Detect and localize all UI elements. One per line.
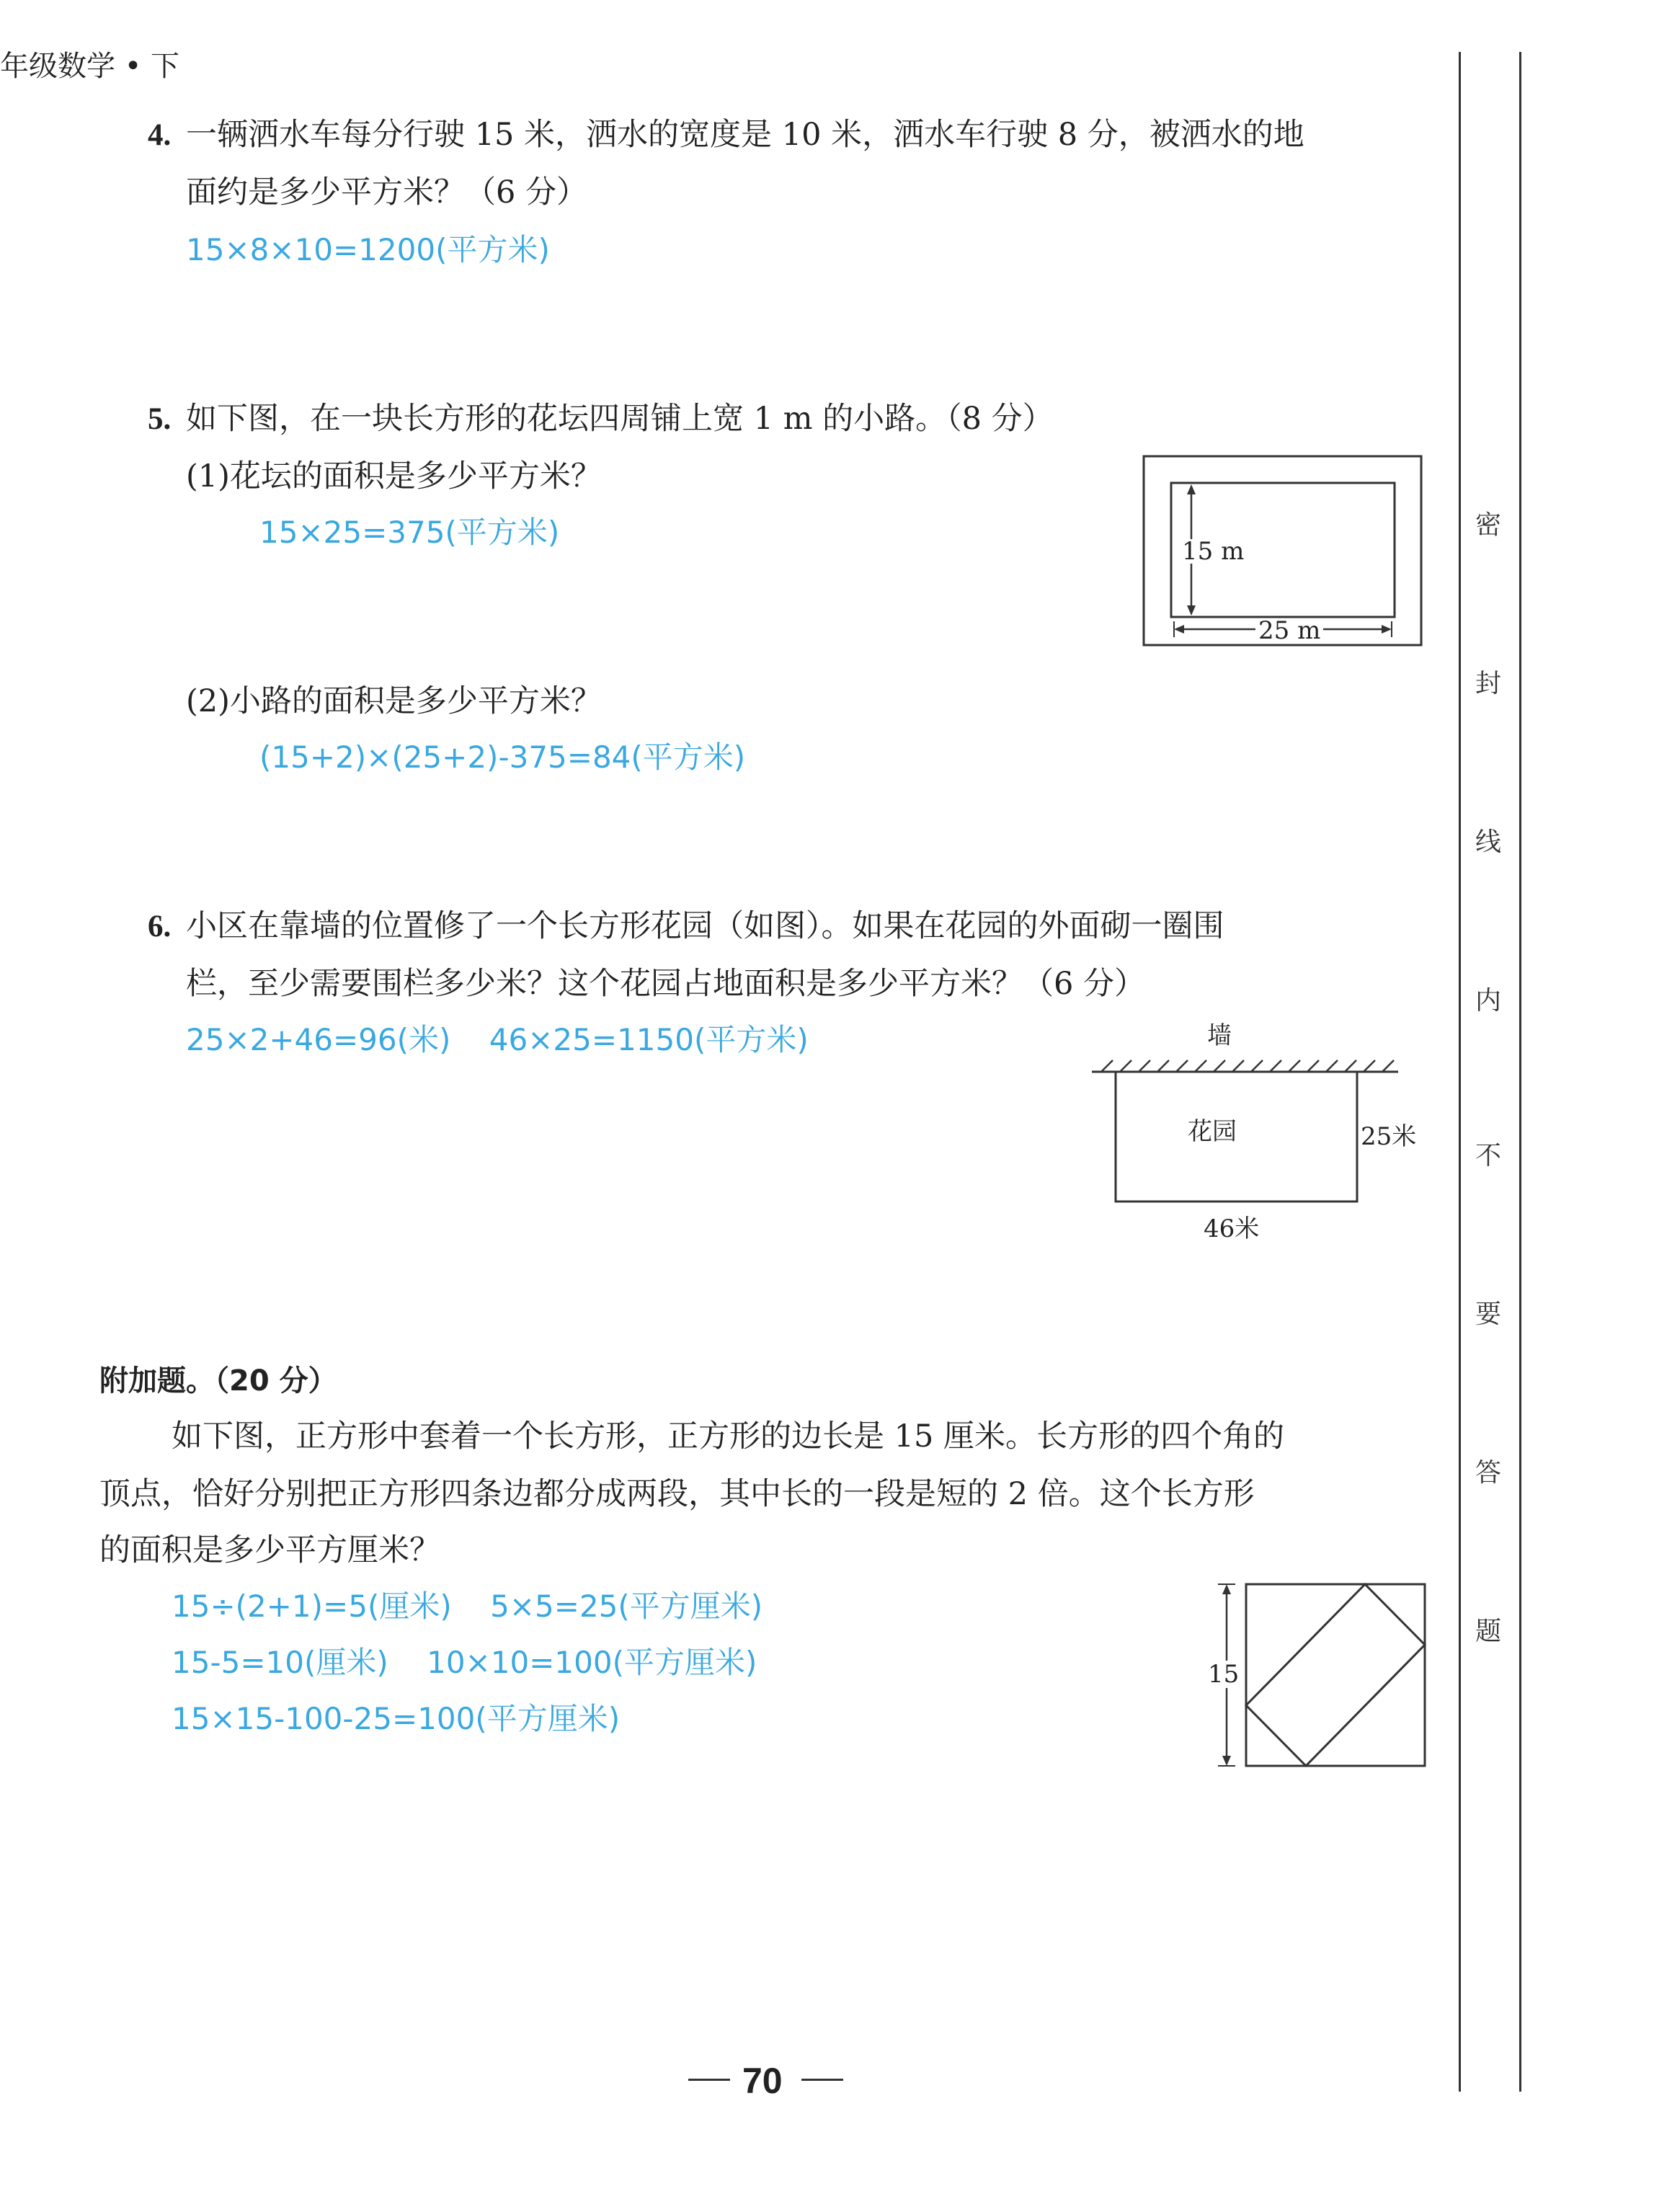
q4-answer: 15×8×10=1200(平方米) (186, 232, 550, 267)
bonus-answer2: 15-5=10(厘米) 10×10=100(平方厘米) (172, 1645, 757, 1680)
bonus-heading: 附加题。（20 分） (99, 1364, 337, 1398)
garden-figure (1088, 1049, 1405, 1211)
bonus-text-line2: 顶点，恰好分别把正方形四条边都分成两段，其中长的一段是短的 2 倍。这个长方形 (99, 1476, 1255, 1512)
flowerbed-width-label: 25 m (1255, 618, 1323, 643)
q6-answer: 25×2+46=96(米) 46×25=1150(平方米) (186, 1022, 809, 1057)
bonus-answer1: 15÷(2+1)=5(厘米) 5×5=25(平方厘米) (172, 1589, 763, 1624)
binding-line-right (1519, 52, 1521, 2092)
footer-dash-left (688, 2079, 730, 2081)
q6-text-line1: 小区在靠墙的位置修了一个长方形花园（如图）。如果在花园的外面砌一圈围 (186, 908, 1224, 944)
bonus-answer3: 15×15-100-25=100(平方厘米) (172, 1701, 621, 1736)
binding-line-left (1459, 52, 1461, 2092)
page-number: 70 (742, 2061, 783, 2101)
binding-char: 要 (1475, 1300, 1501, 1329)
binding-char: 密 (1475, 510, 1501, 540)
q5-sub2: (2)小路的面积是多少平方米？ (186, 683, 602, 719)
q4-text-line2: 面约是多少平方米？（6 分） (186, 174, 588, 210)
wall-label: 墙 (1207, 1021, 1232, 1050)
q6-number: 6. (148, 910, 172, 943)
binding-char: 内 (1475, 986, 1501, 1016)
binding-char: 不 (1475, 1141, 1501, 1171)
square-side-label: 15 (1208, 1660, 1240, 1689)
q4-text-line1: 一辆洒水车每分行驶 15 米，洒水的宽度是 10 米，洒水车行驶 8 分，被洒水的地 (186, 117, 1304, 153)
garden-bottom-label: 46米 (1204, 1214, 1260, 1243)
page-header: 年级数学 • 下 (0, 50, 180, 83)
binding-char: 封 (1475, 669, 1501, 698)
binding-char: 题 (1475, 1617, 1501, 1646)
garden-label: 花园 (1188, 1117, 1237, 1146)
bonus-text-line3: 的面积是多少平方厘米？ (99, 1532, 440, 1568)
footer-dash-right (801, 2079, 843, 2081)
inner-rectangle (1246, 1584, 1425, 1766)
q5-answer2: (15+2)×(25+2)-375=84(平方米) (259, 739, 746, 775)
binding-char: 线 (1475, 827, 1501, 857)
bonus-text-line1: 如下图，正方形中套着一个长方形，正方形的边长是 15 厘米。长方形的四个角的 (172, 1418, 1285, 1454)
q4-number: 4. (148, 118, 172, 152)
wall-hatching (1101, 1060, 1394, 1072)
garden-side-label: 25米 (1361, 1122, 1417, 1151)
outer-square (1246, 1584, 1425, 1766)
q5-sub1: (1)花坛的面积是多少平方米？ (186, 458, 602, 494)
q5-answer1: 15×25=375(平方米) (259, 515, 560, 550)
q5-number: 5. (148, 402, 172, 436)
binding-char: 答 (1475, 1458, 1501, 1488)
q5-text-line1: 如下图，在一块长方形的花坛四周铺上宽 1 m 的小路。（8 分） (186, 401, 1054, 437)
flowerbed-height-label: 15 m (1182, 537, 1245, 566)
q6-text-line2: 栏，至少需要围栏多少米？这个花园占地面积是多少平方米？（6 分） (186, 966, 1146, 1002)
